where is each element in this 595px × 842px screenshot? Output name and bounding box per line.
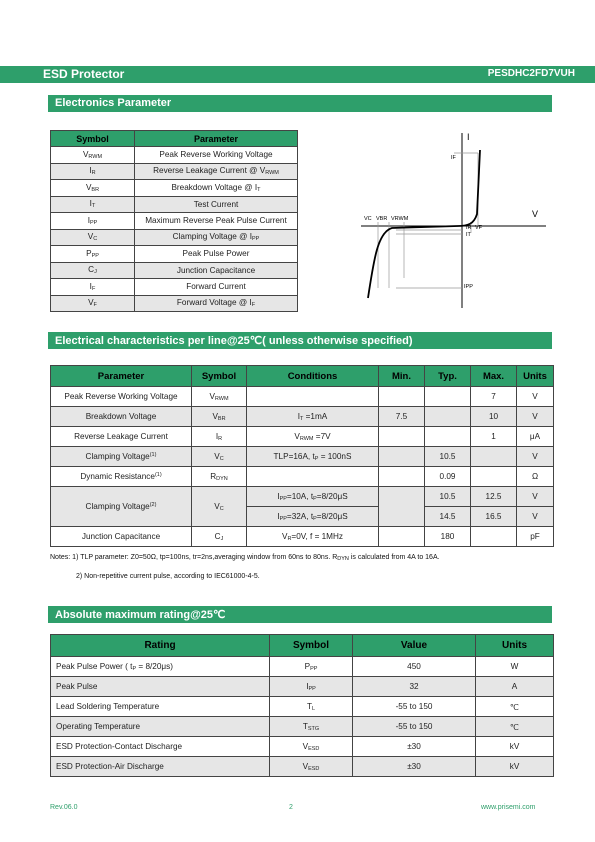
table-row: Clamping Voltage$^{(2)}$ VC IPP=10A, tP=8/20μS 10.5 12.5 V	[51, 487, 554, 507]
section-electronics-parameter: Electronics Parameter	[48, 95, 552, 112]
col-rating: Rating	[51, 635, 270, 657]
table-row: Reverse Leakage Current IR VRWM =7V 1 μA	[51, 427, 554, 447]
table-row: Dynamic Resistance$^{(1)}$ RDYN 0.09 Ω	[51, 467, 554, 487]
table-row: Operating Temperature TSTG -55 to 150 ℃	[51, 717, 554, 737]
col-parameter: Parameter	[51, 366, 192, 387]
electrical-characteristics-table	[50, 365, 554, 547]
col-units: Units	[517, 366, 554, 387]
footer-revision: Rev.06.0	[50, 804, 78, 811]
iv-characteristic-graph	[356, 128, 551, 310]
col-units: Units	[476, 635, 554, 657]
table-row: IR Reverse Leakage Current @ VRWM	[51, 163, 298, 180]
axis-label-v: V	[532, 209, 539, 219]
table-row: Junction Capacitance CJ VR=0V, f = 1MHz 180 pF	[51, 527, 554, 547]
footer-website[interactable]: www.prisemi.com	[481, 804, 536, 811]
col-conditions: Conditions	[247, 366, 379, 387]
table-row: Peak Pulse Power ( tP = 8/20μs) PPP 450 W	[51, 657, 554, 677]
note-2: 2) Non-repetitive current pulse, according to IEC61000-4-5.	[76, 573, 260, 580]
table-row: IPP Maximum Reverse Peak Pulse Current	[51, 213, 298, 230]
header-bar	[0, 66, 595, 83]
col-value: Value	[353, 635, 476, 657]
section-absolute-maximum-rating: Absolute maximum rating@25℃	[48, 606, 552, 623]
table-row: CJ Junction Capacitance	[51, 262, 298, 279]
table-row: IF Forward Current	[51, 279, 298, 296]
table-row: ESD Protection-Contact Discharge VESD ±30 kV	[51, 737, 554, 757]
label-vf: VF	[475, 225, 483, 231]
col-symbol: Symbol	[51, 131, 135, 147]
table-row: Lead Soldering Temperature TL -55 to 150 ℃	[51, 697, 554, 717]
axis-label-i: I	[467, 132, 470, 142]
table-row: VBR Breakdown Voltage @ IT	[51, 180, 298, 197]
parameter-symbol-table	[50, 130, 298, 312]
table-row: VC Clamping Voltage @ IPP	[51, 229, 298, 246]
col-max: Max.	[471, 366, 517, 387]
footer-page-number: 2	[289, 804, 293, 811]
iv-curve	[368, 150, 480, 298]
label-ir: IR	[466, 225, 472, 231]
doc-category: ESD Protector	[43, 67, 125, 81]
label-if: IF	[451, 155, 456, 161]
label-ipp: IPP	[464, 284, 473, 290]
table-row: Breakdown Voltage VBR IT =1mA 7.5 10 V	[51, 407, 554, 427]
col-typ: Typ.	[425, 366, 471, 387]
col-symbol: Symbol	[192, 366, 247, 387]
col-parameter: Parameter	[135, 131, 298, 147]
absolute-maximum-rating-table	[50, 634, 554, 777]
table-row: IT Test Current	[51, 196, 298, 213]
label-it: IT	[466, 232, 471, 238]
part-number: PESDHC2FD7VUH	[487, 68, 575, 79]
notes	[50, 549, 440, 586]
table-row: VRWM Peak Reverse Working Voltage	[51, 147, 298, 164]
table-row: Clamping Voltage$^{(1)}$ VC TLP=16A, tP = 100nS 10.5 V	[51, 447, 554, 467]
note-1: Notes: 1) TLP parameter: Z0=50Ω, tp=100ns, tr=2ns,averaging window from 60ns to 80ns. RDYN is calculated from 4A to 16A.	[50, 554, 440, 562]
table-row: ESD Protection-Air Discharge VESD ±30 kV	[51, 757, 554, 777]
table-row: Peak Reverse Working Voltage VRWM 7 V	[51, 387, 554, 407]
table-row: PPP Peak Pulse Power	[51, 246, 298, 263]
label-vbr: VBR	[376, 216, 388, 222]
col-min: Min.	[379, 366, 425, 387]
label-vrwm: VRWM	[391, 216, 409, 222]
col-symbol: Symbol	[270, 635, 353, 657]
label-vc: VC	[364, 216, 372, 222]
section-electrical-characteristics: Electrical characteristics per line@25℃( unless otherwise specified)	[48, 332, 552, 349]
table-row: IPP=32A, tP=8/20μS 14.5 16.5 V	[51, 507, 554, 527]
table-row: VF Forward Voltage @ IF	[51, 295, 298, 312]
table-row: Peak Pulse IPP 32 A	[51, 677, 554, 697]
